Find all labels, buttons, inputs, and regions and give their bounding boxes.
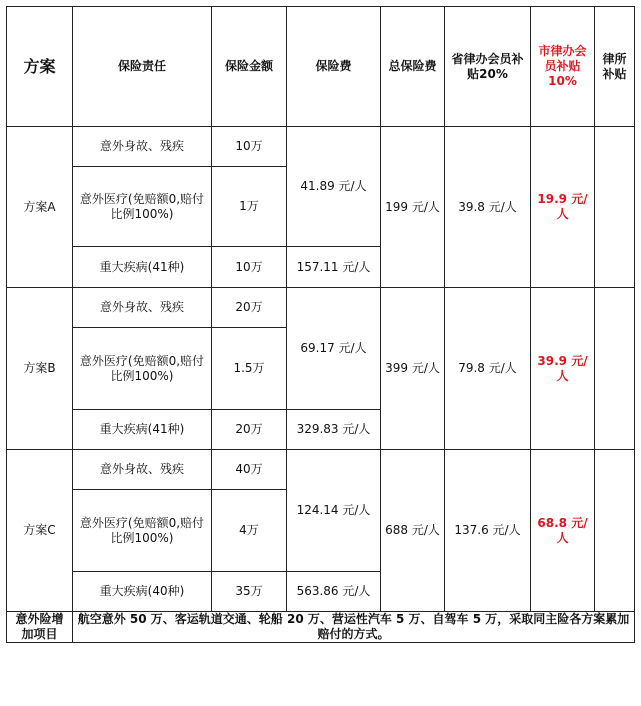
header-provincial-subsidy: 省律办会员补贴20% [445,7,531,127]
plan-b-total: 399 元/人 [381,288,445,450]
plan-b-name: 方案B [7,288,73,450]
plan-b-liability-1: 意外身故、残疾 [73,288,212,328]
plan-c-name: 方案C [7,450,73,612]
plan-c-total: 688 元/人 [381,450,445,612]
plan-c-premium-main: 124.14 元/人 [287,450,381,572]
plan-b-premium-main: 69.17 元/人 [287,288,381,410]
plan-a-liability-2: 意外医疗(免赔额0,赔付比例100%) [73,167,212,247]
plan-b-row-1 [7,288,635,328]
plan-c-city: 68.8 元/人 [531,450,595,612]
plan-c-premium-illness: 563.86 元/人 [287,572,381,612]
plan-a-city: 19.9 元/人 [531,127,595,288]
plan-a-amount-3: 10万 [212,247,287,288]
plan-a-total: 199 元/人 [381,127,445,288]
header-row [7,7,635,127]
plan-c-row-1 [7,450,635,490]
plan-a-liability-1: 意外身故、残疾 [73,127,212,167]
header-liability: 保险责任 [73,7,212,127]
plan-a-liability-3: 重大疾病(41种) [73,247,212,288]
insurance-plan-table [6,6,635,643]
plan-a-amount-1: 10万 [212,127,287,167]
plan-b-provincial: 79.8 元/人 [445,288,531,450]
plan-c-amount-3: 35万 [212,572,287,612]
plan-a-provincial: 39.8 元/人 [445,127,531,288]
plan-a-premium-illness: 157.11 元/人 [287,247,381,288]
header-total-premium: 总保险费 [381,7,445,127]
plan-b-firm [595,288,635,450]
plan-b-amount-3: 20万 [212,410,287,450]
header-premium: 保险费 [287,7,381,127]
plan-b-city: 39.9 元/人 [531,288,595,450]
extra-label: 意外险增加项目 [7,612,73,643]
header-amount: 保险金额 [212,7,287,127]
extra-row [7,612,635,643]
plan-c-liability-1: 意外身故、残疾 [73,450,212,490]
plan-b-amount-1: 20万 [212,288,287,328]
plan-b-amount-2: 1.5万 [212,328,287,410]
plan-c-amount-2: 4万 [212,490,287,572]
plan-b-premium-illness: 329.83 元/人 [287,410,381,450]
extra-text: 航空意外 50 万、客运轨道交通、轮船 20 万、营运性汽车 5 万、自驾车 5 万，采取同主险各方案累加赔付的方式。 [73,612,635,643]
plan-c-liability-3: 重大疾病(40种) [73,572,212,612]
plan-c-amount-1: 40万 [212,450,287,490]
plan-c-liability-2: 意外医疗(免赔额0,赔付比例100%) [73,490,212,572]
plan-a-firm [595,127,635,288]
plan-c-firm [595,450,635,612]
header-city-subsidy: 市律办会员补贴10% [531,7,595,127]
plan-a-row-1 [7,127,635,167]
header-plan: 方案 [7,7,73,127]
plan-b-liability-2: 意外医疗(免赔额0,赔付比例100%) [73,328,212,410]
plan-a-premium-main: 41.89 元/人 [287,127,381,247]
plan-b-liability-3: 重大疾病(41种) [73,410,212,450]
plan-c-provincial: 137.6 元/人 [445,450,531,612]
plan-a-amount-2: 1万 [212,167,287,247]
header-firm-subsidy: 律所补贴 [595,7,635,127]
plan-a-name: 方案A [7,127,73,288]
